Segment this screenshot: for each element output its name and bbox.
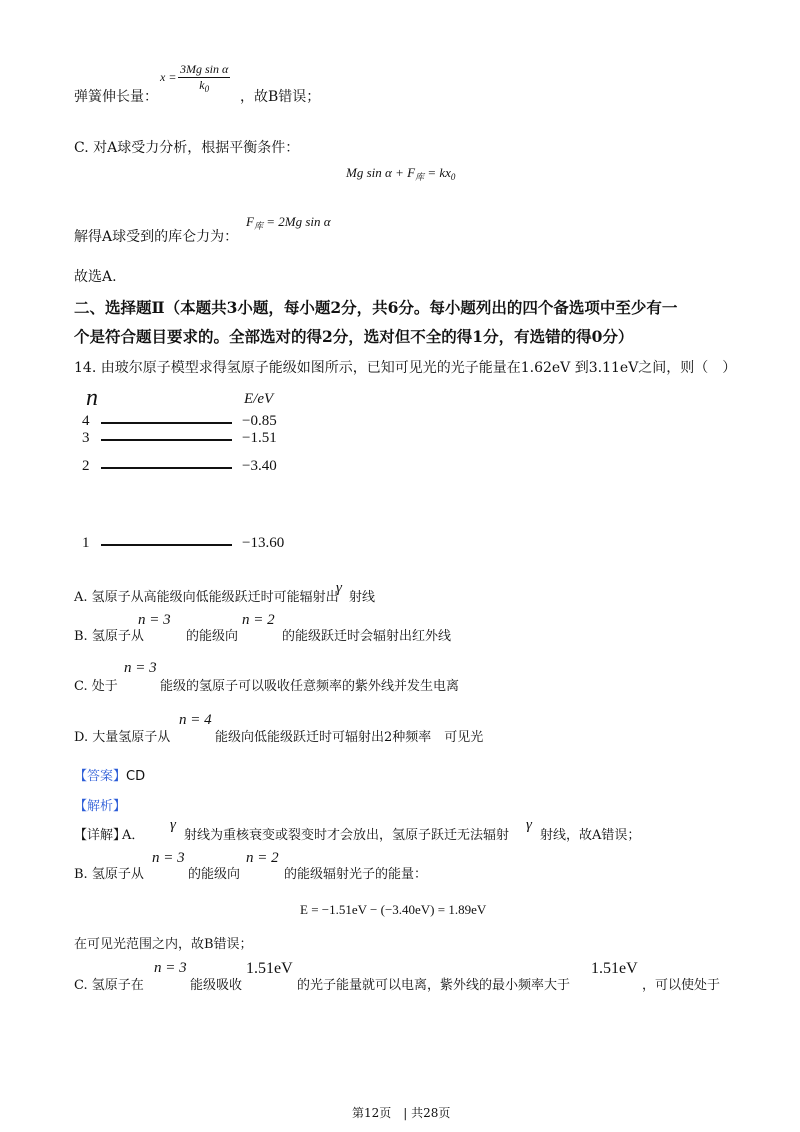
- detail-c-n1: n = 3: [154, 960, 187, 976]
- spring-extension-tail: ，故B错误；: [240, 89, 321, 105]
- detail-c-mid2: 的光子能量就可以电离，紫外线的最小频率大于: [297, 978, 571, 993]
- section-heading-line1: 二、选择题Ⅱ（本题共3小题，每小题2分，共6分。每小题列出的四个备选项中至少有一: [74, 298, 678, 317]
- detail-b-text: B. 氢原子从: [74, 867, 144, 882]
- c-intro: C. 对A球受力分析，根据平衡条件：: [74, 140, 300, 156]
- detail-a-gamma-1: γ: [170, 817, 176, 833]
- option-c-n1: n = 3: [124, 660, 157, 676]
- detail-a-prefix: A．: [122, 828, 145, 843]
- answer-label: 【答案】: [74, 769, 127, 784]
- option-d-n1: n = 4: [179, 712, 212, 728]
- option-a-gamma: γ: [336, 580, 342, 596]
- coulomb-rhs: = 2Mg sin α: [262, 214, 331, 229]
- detail-c-mid: 能级吸收: [190, 978, 243, 993]
- option-a-tail: 射线: [349, 590, 376, 605]
- level-n-2: 2: [82, 458, 90, 474]
- detail-b-n2: n = 2: [246, 850, 279, 866]
- n-axis-header: n: [86, 385, 98, 411]
- den-k: k: [199, 78, 205, 92]
- eq1-sub: 库: [415, 172, 425, 182]
- energy-axis-header: [244, 391, 273, 408]
- equation-energy: E = −1.51eV − (−3.40eV) = 1.89eV: [300, 902, 487, 917]
- option-b-tail: 的能级跃迁时会辐射出红外线: [282, 629, 452, 644]
- spring-extension-label: 弹簧伸长量：: [74, 89, 158, 105]
- detail-a-gamma-2: γ: [526, 817, 532, 833]
- analysis-label: 【解析】: [74, 799, 127, 814]
- question-14: 14. 由玻尔原子模型求得氢原子能级如图所示，已知可见光的光子能量在1.62eV 到3.11eV之间，则（ ）: [74, 360, 737, 376]
- equation-balance: [346, 165, 455, 183]
- energy-level-diagram: [74, 385, 314, 565]
- level-line-2: [101, 467, 232, 469]
- option-c-text: C. 处于: [74, 679, 118, 694]
- option-d-text: D. 大量氢原子从: [74, 730, 171, 745]
- level-e-3: −1.51: [242, 430, 277, 446]
- detail-c-value-1: 1.51eV: [246, 960, 293, 977]
- detail-a-tail: 射线，故A错误；: [540, 828, 641, 843]
- eq1-right: = kx: [424, 165, 451, 180]
- option-a-text: A. 氢原子从高能级向低能级跃迁时可能辐射出: [74, 590, 339, 605]
- in-range-line: 在可见光范围之内，故B错误；: [74, 937, 253, 952]
- detail-b-tail: 的能级辐射光子的能量：: [284, 867, 428, 882]
- level-e-4: −0.85: [242, 413, 277, 429]
- level-n-4: 4: [82, 413, 90, 429]
- detail-b-mid: 的能级向: [188, 867, 241, 882]
- eq1-left: Mg sin α + F: [346, 165, 416, 180]
- detail-c-value-2: 1.51eV: [591, 960, 638, 977]
- section-heading-line2: 个是符合题目要求的。全部选对的得2分，选对但不全的得1分，有选错的得0分）: [74, 327, 634, 346]
- level-e-1: −13.60: [242, 535, 285, 551]
- detail-c-tail: ，可以使处于: [642, 978, 721, 993]
- den-sub: 0: [204, 84, 210, 94]
- energy-axis-label: E/eV: [244, 391, 274, 407]
- answer-value: CD: [126, 769, 146, 784]
- option-d-tail: 能级向低能级跃迁时可辐射出2种频率 可见光: [215, 730, 484, 745]
- coulomb-f: F: [246, 214, 254, 229]
- answer-line: [74, 765, 145, 784]
- eq1-right-sub: 0: [450, 172, 456, 182]
- level-n-3: 3: [82, 430, 90, 446]
- option-b-text: B. 氢原子从: [74, 629, 144, 644]
- level-e-2: −3.40: [242, 458, 277, 474]
- option-c-tail: 能级的氢原子可以吸收任意频率的紫外线并发生电离: [160, 679, 460, 694]
- level-line-4: [101, 422, 232, 424]
- formula-lhs: x =: [160, 70, 177, 84]
- choose-a: 故选A.: [74, 269, 117, 285]
- level-n-1: 1: [82, 535, 90, 551]
- coulomb-formula: [246, 214, 331, 232]
- fraction-numerator: 3Mg sin α: [180, 62, 229, 76]
- fraction-denominator: [178, 77, 230, 94]
- detail-b-n1: n = 3: [152, 850, 185, 866]
- detail-c-text: C. 氢原子在: [74, 978, 144, 993]
- level-line-1: [101, 544, 232, 546]
- option-b-n1: n = 3: [138, 612, 171, 628]
- coulomb-label: 解得A球受到的库仑力为：: [74, 229, 239, 245]
- option-b-mid: 的能级向: [186, 629, 239, 644]
- formula-fraction: [178, 62, 230, 94]
- option-b-n2: n = 2: [242, 612, 275, 628]
- level-line-3: [101, 439, 232, 441]
- detail-a-mid: 射线为重核衰变或裂变时才会放出，氢原子跃迁无法辐射: [184, 828, 510, 843]
- coulomb-sub: 库: [253, 221, 263, 231]
- page-footer: 第12页 | 共28页: [352, 1106, 451, 1120]
- detail-label: 【详解】: [74, 828, 127, 843]
